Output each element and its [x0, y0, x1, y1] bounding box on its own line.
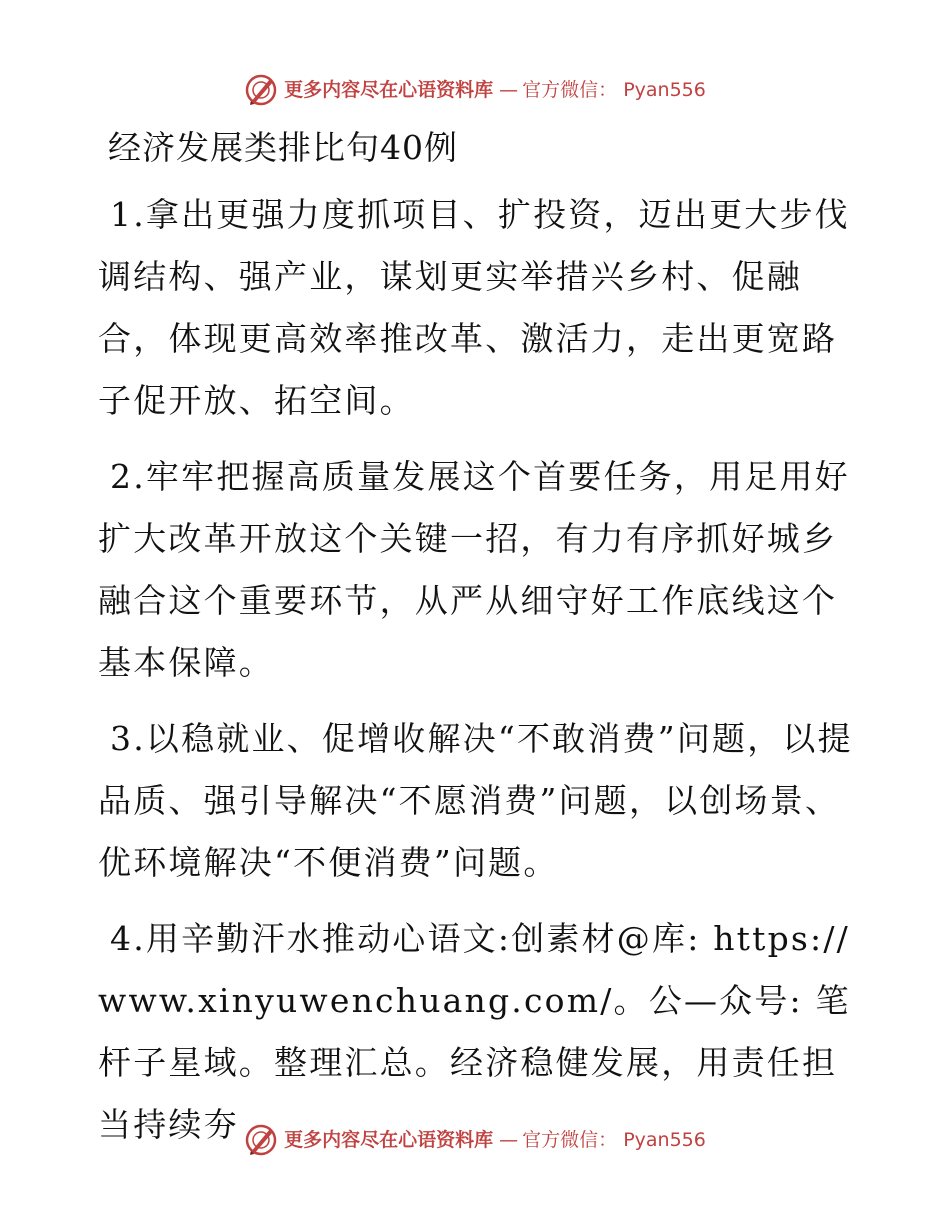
quill-pen-logo-icon: [244, 1123, 278, 1157]
list-item: 3.以稳就业、促增收解决“不敢消费”问题，以提品质、强引导解决“不愿消费”问题，以创场景、优环境解决“不便消费”问题。: [98, 719, 853, 882]
list-item: 4.用辛勤汗水推动心语文:创素材@库: https://www.xinyuwenchuang.com/。公—众号: 笔杆子星域。整理汇总。经济稳健发展，用责任担当持续夯: [98, 919, 851, 1144]
banner-wechat-label: 官方微信：: [522, 1128, 618, 1151]
document-title: 经济发展类排比句40例: [108, 128, 458, 167]
footer-banner: [0, 1120, 950, 1160]
list-item: 2.牢牢把握高质量发展这个首要任务，用足用好扩大改革开放这个关键一招，有力有序抓好城乡融合这个重要环节，从严从细守好工作底线这个基本保障。: [98, 457, 850, 682]
banner-dash: —: [499, 78, 517, 101]
banner-main-text: 更多内容尽在心语资料库: [284, 1128, 494, 1151]
quill-pen-logo-icon: [244, 73, 278, 107]
document-body: [98, 122, 858, 1170]
header-banner: [0, 70, 950, 110]
banner-dash: —: [499, 1128, 517, 1151]
banner-wechat-id: Pyan556: [623, 1128, 706, 1151]
list-item: 1.拿出更强力度抓项目、扩投资，迈出更大步伐调结构、强产业，谋划更实举措兴乡村、促融合，体现更高效率推改革、激活力，走出更宽路子促开放、拓空间。: [98, 195, 850, 420]
banner-wechat-label: 官方微信：: [522, 78, 618, 101]
banner-main-text: 更多内容尽在心语资料库: [284, 78, 494, 101]
banner-wechat-id: Pyan556: [623, 78, 706, 101]
